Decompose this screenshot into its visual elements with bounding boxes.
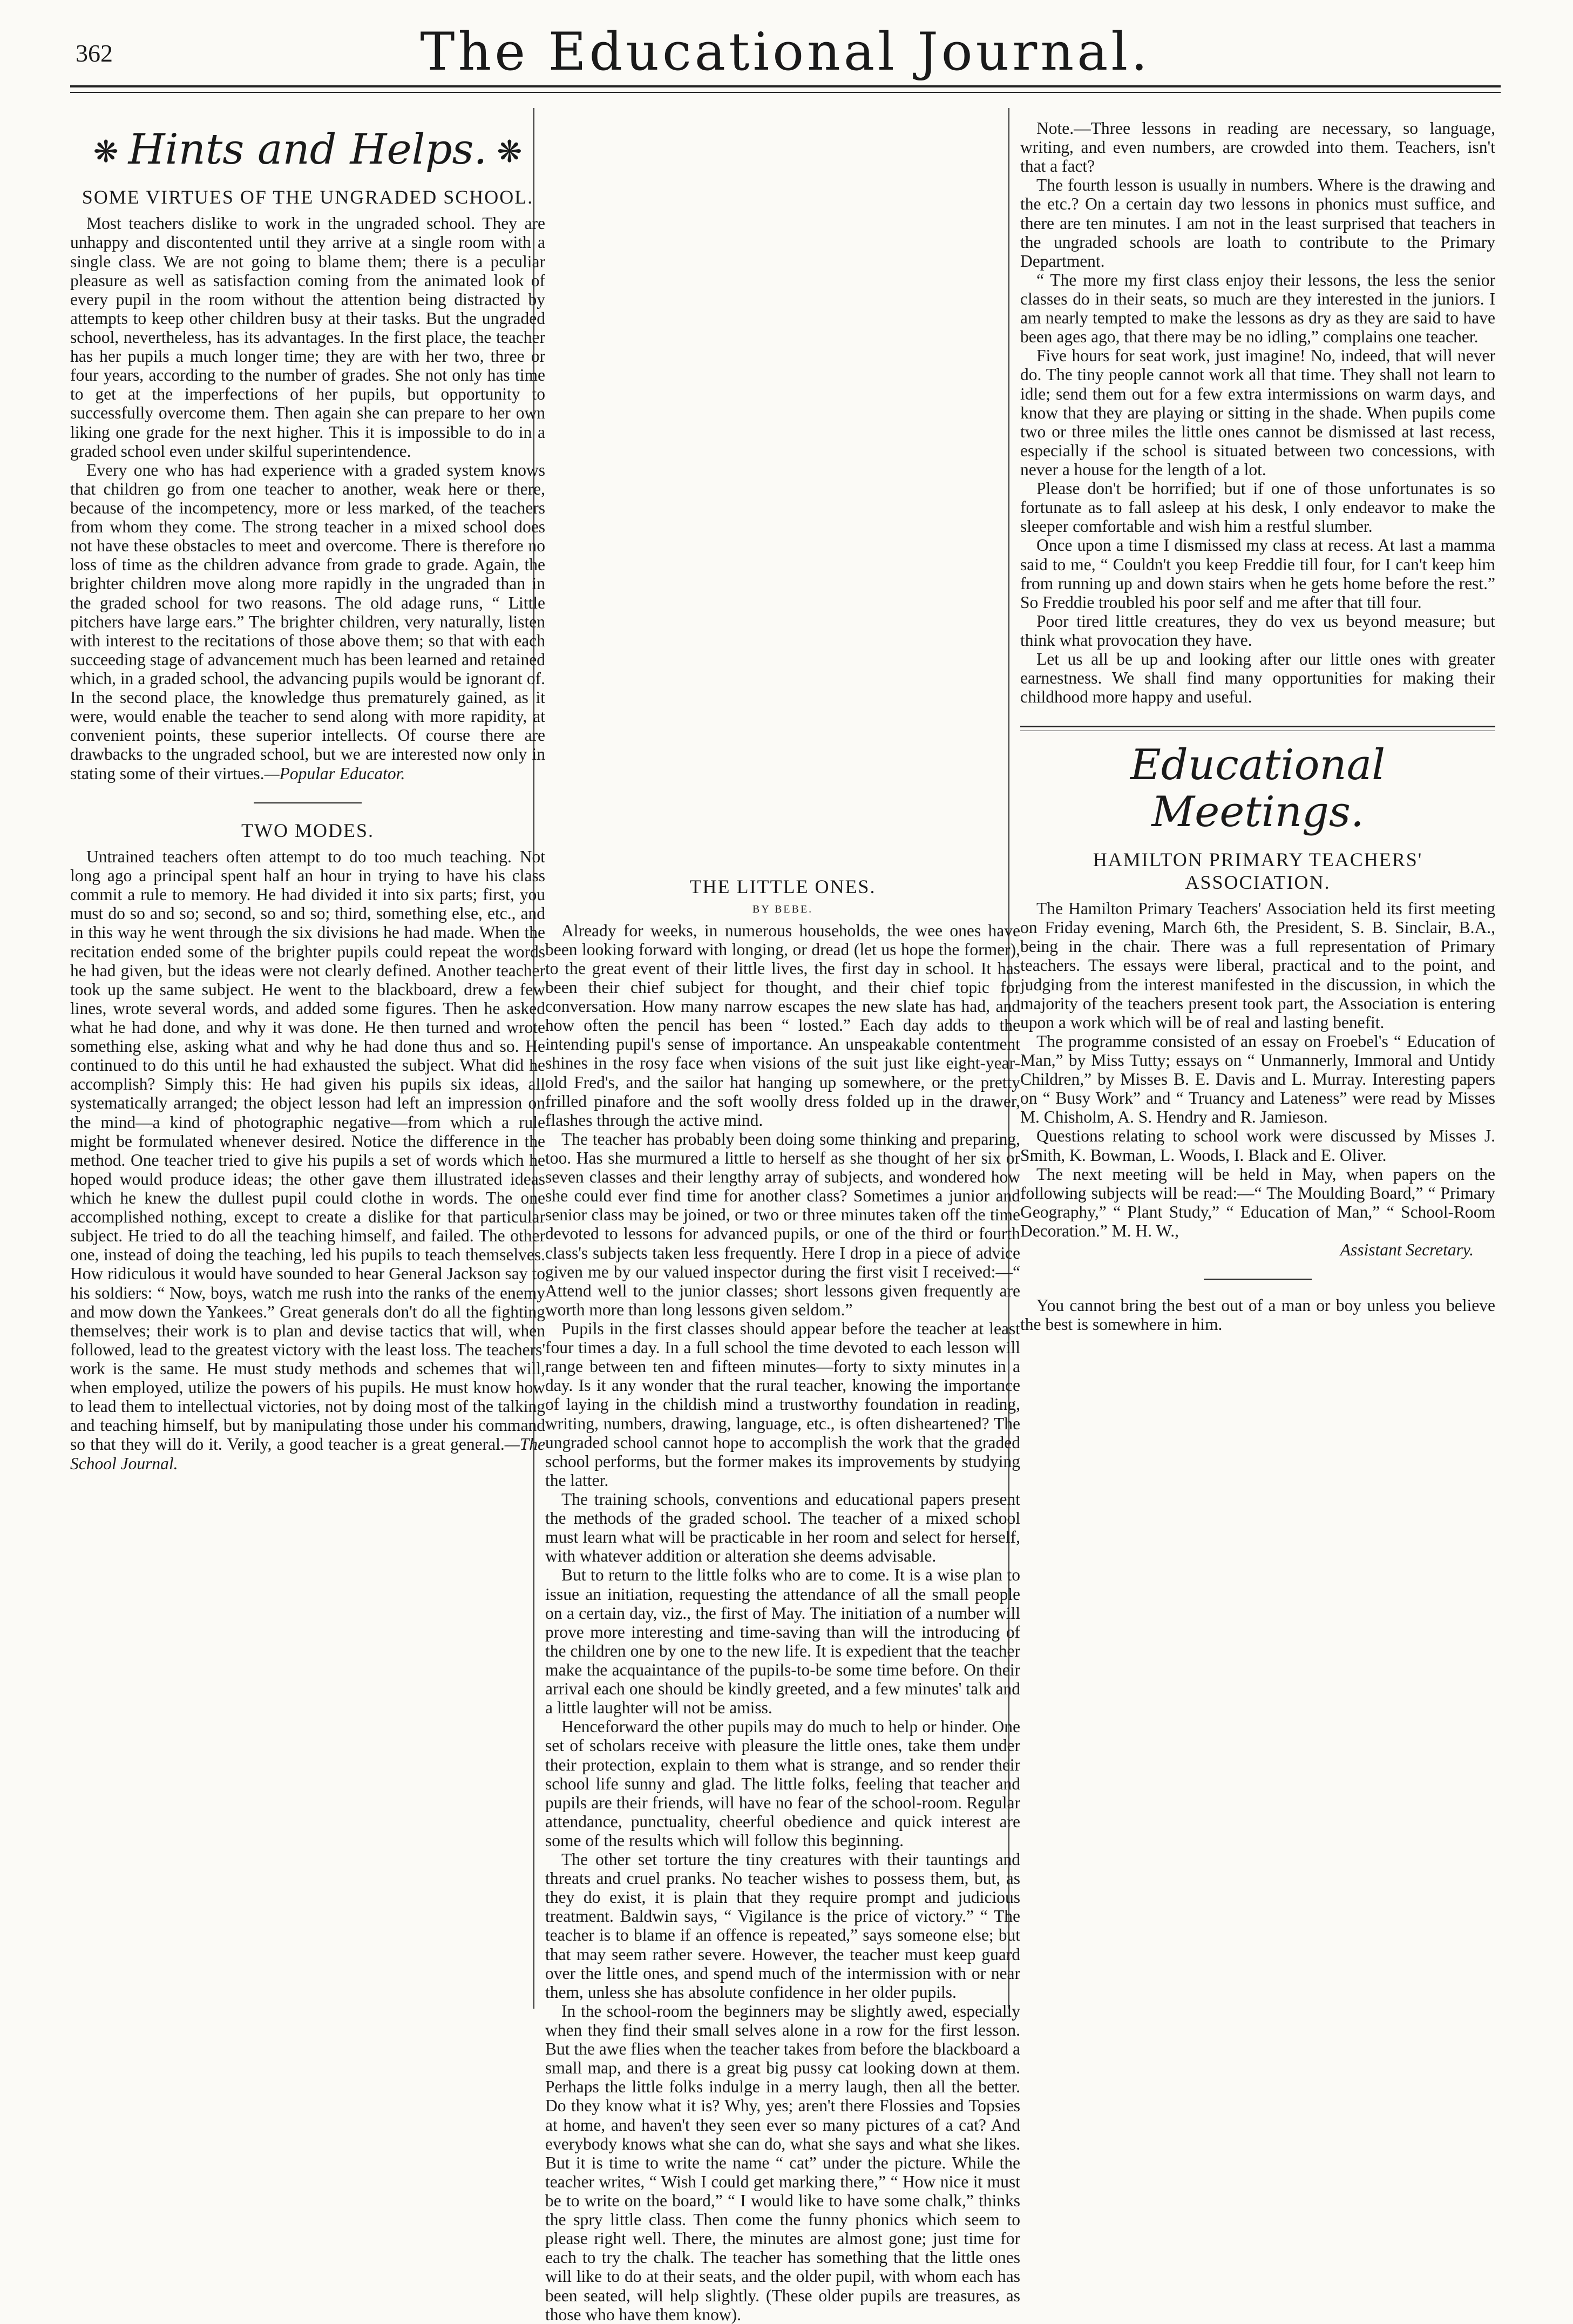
article-paragraph: The training schools, conventions and educational papers present the methods of the graded school. The teacher of a mixed school must learn what will be practicable in her room and select for herself, with whatever addition or alteration she deems advisable. <box>545 1489 1020 1566</box>
hints-section-heading: ❋ Hints and Helps. ❋ <box>93 125 523 174</box>
article-paragraph: The Hamilton Primary Teachers' Association held its first meeting on Friday evening, March 6th, the President, S. B. Sinclair, B.A., being in the chair. There was a full representation of Primary teachers. The essays were liberal, practical and to the point, and judging from the interest manifested in the discussion, in which the majority of the teachers present took part, the Association is entering upon a work which will be of real and lasting benefit. <box>1020 899 1495 1032</box>
article-paragraph: Poor tired little creatures, they do vex us beyond measure; but think what provocation they have. <box>1020 611 1495 650</box>
filler-paragraph: You cannot bring the best out of a man or boy unless you believe the best is somewhere in him. <box>1020 1296 1495 1334</box>
header-rule <box>70 85 1501 93</box>
article-paragraph: In the school-room the beginners may be slightly awed, especially when they find their small selves alone in a row for the first lesson. But the awe flies when the teacher takes from before the blackboard a small map, and there is a great big pussy cat looking down at them. Perhaps the little folks indulge in a merry laugh, then all the better. Do they know what it is? Why, yes; aren't there Flossies and Topsies at home, and haven't they seen ever so many pictures of a cat? And everybody knows what she can do, what she says and what she likes. But it is time to write the name “ cat” under the picture. While the teacher writes, “ Wish I could get marking there,” “ How nice it must be to write on the board,” “ I would like to have some chalk,” thinks the spry little class. Then come the funny phonics which seem to please right well. There, the minutes are almost gone; just time for each to try the chalk. The teacher has something that the little ones will like to do at their seats, and the older pupil, with whom each has been seated, will help slightly. (These older pupils are treasures, as those who have them know). <box>545 2001 1020 2324</box>
article-paragraph: Every one who has had experience with a graded system knows that children go from one teacher to another, weak here or there, because of the incompetency, more or less marked, of the teachers from whom they come. The strong teacher in a mixed school does not have these obstacles to meet and overcome. There is therefore no loss of time as the children advance from grade to grade. Again, the brighter children move along more rapidly in the ungraded than in the graded school for two reasons. The old adage runs, “ Little pitchers have large ears.” The brighter children, very naturally, listen with interest to the recitations of those above them; so that with each succeeding stage of advancement much has been learned and retained which, in a graded school, the advancing pupils would be ignorant of. In the second place, the knowledge thus prematurely gained, as it were, would enable the teacher to send along with more rapidity, at convenient points, these superior intellects. Of course there are drawbacks to the ungraded school, but we are interested now only in stating some of their virtues.—Popular Educator. <box>70 460 545 783</box>
column-1 <box>70 119 545 2019</box>
article-paragraph: Most teachers dislike to work in the ungraded school. They are unhappy and discontented until they arrive at a single room with a single class. We are not going to blame them; there is a peculiar pleasure as well as satisfaction coming from the animated look of every pupil in the room without the attention being distracted by attempts to keep other children busy at their tasks. But the ungraded school, nevertheless, has its advantages. In the first place, the teacher has her pupils a much longer time; they are with her two, three or four years, according to the number of grades. She not only has time to get at the imperfections of her pupils, but opportunity to successfully overcome them. Then again she can prepare to her own liking one grade for the next higher. This it is impossible to do in a graded school even under skilful superintendence. <box>70 214 545 461</box>
article-paragraph: The teacher has probably been doing some thinking and preparing, too. Has she murmured a little to herself as she thought of her six or seven classes and their lengthy array of subjects, and wondered how she could ever find time for another class? Sometimes a junior and senior class may be joined, or two or three minutes taken off the time devoted to lessons for advanced pupils, or one of the third or fourth class's subjects taken less frequently. Here I drop in a piece of advice given me by our valued inspector during the first visit I received:—“ Attend well to the junior classes; short lessons given frequently are worth more than long lessons given seldom.” <box>545 1129 1020 1319</box>
article-title: SOME VIRTUES OF THE UNGRADED SCHOOL. <box>82 186 534 208</box>
section-rule <box>1020 726 1495 727</box>
signature: Assistant Secretary. <box>1340 1240 1474 1260</box>
article-paragraph: Henceforward the other pupils may do much to help or hinder. One set of scholars receive with pleasure the little ones, take them under their protection, explain to them what is strange, and so render their school life sunny and glad. The little folks, feeling that teacher and pupils are their friends, will have no fear of the school-room. Regular attendance, punctuality, cheerful obedience and quick interest are some of the results which will follow this beginning. <box>545 1717 1020 1850</box>
column-3 <box>1020 119 1495 2019</box>
article-title: THE LITTLE ONES. <box>689 876 876 897</box>
page-number: 362 <box>76 39 113 67</box>
article-paragraph: The next meeting will be held in May, when papers on the following subjects will be read:—“ The Moulding Board,” “ Primary Geography,” “ Plant Study,” “ Education of Man,” “ School-Room Decoration.” M. H. W., <box>1020 1164 1495 1240</box>
article-source: —The School Journal. <box>70 1435 545 1473</box>
article-paragraph: Pupils in the first classes should appear before the teacher at least four times a day. In a full school the time devoted to each lesson will range between ten and fifteen minutes—forty to sixty minutes in a day. Is it any wonder that the rural teacher, knowing the importance of laying in the childish mind a trustworthy foundation in reading, writing, numbers, drawing, language, etc., is often disheartened? The ungraded school cannot hope to accomplish the work that the graded school performs, but the former makes its improvements by studying the latter. <box>545 1319 1020 1490</box>
article-paragraph: But to return to the little folks who are to come. It is a wise plan to issue an initiation, requesting the attendance of all the small people on a certain day, viz., the first of May. The initiation of a number will prove more interesting and time-saving than will the introducing of the children one by one to the new life. It is expedient that the teacher make the acquaintance of the pupils-to-be some time before. On their arrival each one should be kindly greeted, and a few minutes' talk and a little laughter will not be amiss. <box>545 1565 1020 1718</box>
article-paragraph: “ The more my first class enjoy their lessons, the less the senior classes do in their seats, so much are they interested in the juniors. I am nearly tempted to make the lessons as dry as they are said to have been ages ago, that there may be no idling,” complains one teacher. <box>1020 270 1495 347</box>
asterisk-ornament-icon: ❋ <box>93 134 119 170</box>
article-title: TWO MODES. <box>241 819 374 841</box>
page-header <box>70 22 1501 82</box>
article-title: HAMILTON PRIMARY TEACHERS' ASSOCIATION. <box>1093 849 1423 893</box>
article-divider <box>254 802 362 803</box>
article-paragraph: Untrained teachers often attempt to do too much teaching. Not long ago a principal spent half an hour in trying to have his class commit a rule to memory. He had divided it into six parts; first, you must do so and so; second, so and so; third, something else, etc., and in this way he went through the six divisions he had made. When the recitation ended some of the brighter pupils could repeat the words he had given, but the ideas were not clearly defined. Another teacher took up the same subject. He went to the blackboard, drew a few lines, wrote several words, and added some figures. Then he asked what he had done, and why it was done. He then turned and wrote something else, asking what and why he had done thus and so. He continued to do this until he had exhausted the subject. What did he accomplish? Simply this: He had given his pupils six ideas, all systematically arranged; the object lesson had left an impression on the mind—a kind of photographic negative—from which a rule might be formulated whenever desired. Notice the difference in the method. One teacher tried to give his pupils a set of words which he hoped would produce ideas; the other gave them illustrated ideas which he knew the dullest pupil could clothe in words. The one accomplished nothing, except to create a dislike for that particular subject. He tried to do all the teaching himself, and failed. The other one, instead of doing the teaching, led his pupils to teach themselves. How ridiculous it would have sounded to hear General Jackson say to his soldiers: “ Now, boys, watch me rush into the ranks of the enemy and mow down the Yankees.” Great generals don't do all the fighting themselves; their work is to plan and devise tactics that will, when followed, lead to the greatest victory with the least loss. The teachers' work is the same. He must study methods and schemes that will, when employed, utilize the powers of his pupils. He must know how to lead them to intellectual victories, not by doing most of the talking and teaching himself, but by manipulating those under his command so that they will do it. Verily, a good teacher is a great general.—The School Journal. <box>70 847 545 1473</box>
article-paragraph: Once upon a time I dismissed my class at recess. At last a mamma said to me, “ Couldn't you keep Freddie till four, for I can't keep him from running up and down stairs when he gets home before the rest.” So Freddie troubled his poor self and me after that till four. <box>1020 536 1495 612</box>
article-paragraph: The fourth lesson is usually in numbers. Where is the drawing and the etc.? On a certain day two lessons in phonics must suffice, and there are ten minutes. I am not in the least surprised that teachers in the ungraded schools are loath to contribute to the Primary Department. <box>1020 175 1495 271</box>
article-paragraph: Already for weeks, in numerous households, the wee ones have been looking forward with longing, or dread (let us hope the former), to the great event of their little lives, the first day in school. It has been their chief subject for thought, and their chief topic for conversation. How many narrow escapes the new slate has had, and how often the pencil has been “ losted.” Each day adds to the intending pupil's sense of importance. An unspeakable contentment shines in the rosy face when visions of the suit just like eight-year-old Fred's, and the sailor hat hanging up somewhere, or the pretty frilled pinafore and the soft woolly dress folded up in the drawer, flashes through the active mind. <box>545 921 1020 1130</box>
journal-title: The Educational Journal. <box>420 22 1151 82</box>
column-2 <box>545 864 1020 2324</box>
article-paragraph: Please don't be horrified; but if one of those unfortunates is so fortunate as to fall asleep at his desk, I only endeavor to make the sleeper comfortable and wish him a restful slumber. <box>1020 479 1495 536</box>
article-paragraph: Five hours for seat work, just imagine! No, indeed, that will never do. The tiny people cannot work all that time. They shall not learn to idle; send them out for a few extra intermissions on warm days, and know that they are playing or sitting in the shade. When pupils come two or three miles the little ones cannot be dismissed at last recess, especially if the school is situated between two concessions, with never a house for the length of a lot. <box>1020 346 1495 479</box>
article-paragraph: Let us all be up and looking after our little ones with greater earnestness. We shall find many opportunities for making their childhood more happy and useful. <box>1020 650 1495 707</box>
article-paragraph: The programme consisted of an essay on Froebel's “ Education of Man,” by Miss Tutty; essays on “ Unmannerly, Immoral and Untidy Children,” by Misses B. E. Davis and L. Murray. Interesting papers on “ Busy Work” and “ Truancy and Lateness” were read by Misses M. Chisholm, A. S. Hendry and R. Jamieson. <box>1020 1031 1495 1127</box>
article-divider <box>1204 1279 1312 1280</box>
meetings-section-heading: Educational Meetings. <box>1130 741 1386 837</box>
article-byline: BY BEBE. <box>752 903 813 916</box>
asterisk-ornament-icon: ❋ <box>497 134 523 170</box>
article-paragraph: Questions relating to school work were discussed by Misses J. Smith, K. Bowman, L. Woods, I. Black and E. Oliver. <box>1020 1126 1495 1165</box>
article-paragraph: The other set torture the tiny creatures with their tauntings and threats and cruel pranks. No teacher wishes to possess them, but, as they do exist, it is plain that they require prompt and judicious treatment. Baldwin says, “ Vigilance is the price of victory.” “ The teacher is to blame if an offence is repeated,” says someone else; but that may seem rather severe. However, the teacher must keep guard over the little ones, and spend much of the intermission with or near them, unless she has absolute confidence in her older pupils. <box>545 1850 1020 2002</box>
article-paragraph: Note.—Three lessons in reading are necessary, so language, writing, and even numbers, are crowded into them. Teachers, isn't that a fact? <box>1020 119 1495 176</box>
article-source: —Popular Educator. <box>264 764 405 783</box>
